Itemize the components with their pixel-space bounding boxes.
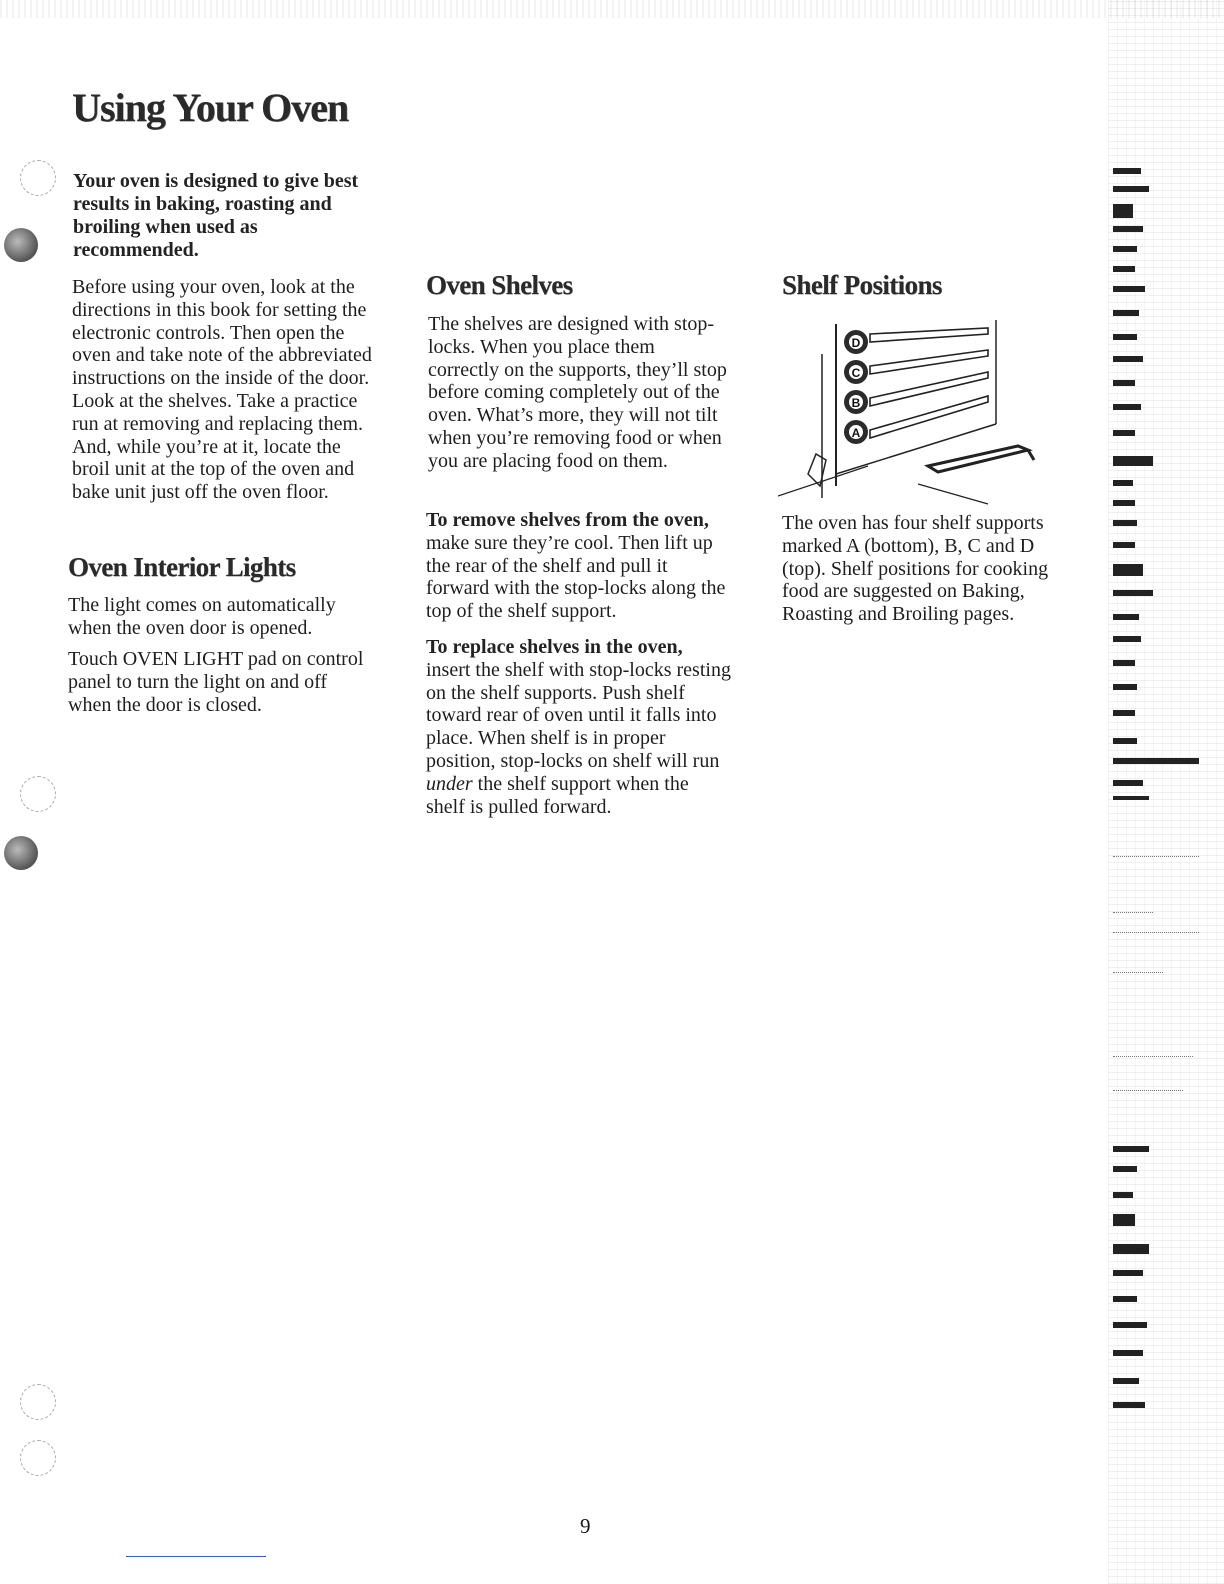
scan-mark xyxy=(1113,590,1153,596)
oven-floor-front xyxy=(918,484,988,504)
scan-mark xyxy=(1113,542,1135,548)
scan-mark xyxy=(1113,856,1199,857)
oven-shelves-paragraph: The shelves are designed with stop-locks. When you place them correctly on the supports, they’ll stop before coming completely out of the oven. What’s more, they will not tilt when you’re removing food or when you are placing food on them. xyxy=(428,313,727,472)
scan-mark xyxy=(1113,636,1141,642)
scan-mark xyxy=(1113,758,1199,764)
scan-mark xyxy=(1113,564,1143,576)
scan-mark xyxy=(1113,1296,1137,1302)
scan-mark xyxy=(1113,404,1141,410)
replace-shelves-lead: To replace shelves in the oven, xyxy=(426,636,683,658)
remove-shelves-lead: To remove shelves from the oven, xyxy=(426,509,709,531)
heading-oven-shelves: Oven Shelves xyxy=(426,270,573,300)
shelf-label-b xyxy=(844,390,868,414)
scan-mark xyxy=(1113,334,1137,340)
scan-mark xyxy=(1113,1270,1143,1276)
heading-oven-interior-lights: Oven Interior Lights xyxy=(68,552,296,582)
page-number: 9 xyxy=(580,1514,591,1538)
remove-shelves-paragraph xyxy=(426,509,732,623)
scan-mark xyxy=(1113,796,1149,800)
replace-shelves-text-1: insert the shelf with stop-locks resting on the shelf supports. Push shelf toward rear of oven until it falls into place. When shelf is in proper position, stop-locks on shelf will run xyxy=(426,658,731,772)
scan-artifact-right-edge xyxy=(1108,0,1224,1584)
scan-mark xyxy=(1113,204,1133,218)
scan-mark xyxy=(1113,1214,1135,1226)
scan-mark xyxy=(1113,168,1141,174)
scan-mark xyxy=(1113,430,1135,436)
scan-mark xyxy=(1113,660,1135,666)
replace-shelves-paragraph xyxy=(426,636,732,818)
svg-text:C: C xyxy=(851,366,861,380)
scan-mark xyxy=(1113,1322,1147,1328)
shelf-rail-c xyxy=(870,350,988,374)
scan-mark xyxy=(1113,1146,1149,1152)
shelf-positions-illustration xyxy=(778,314,1048,506)
scan-mark xyxy=(1113,480,1133,486)
scan-mark xyxy=(1113,912,1153,913)
interior-lights-paragraph-1: The light comes on automatically when the oven door is opened. xyxy=(68,594,336,639)
scan-mark xyxy=(1113,1350,1143,1356)
footer-rule xyxy=(126,1556,266,1557)
scan-mark xyxy=(1113,520,1137,526)
scan-mark xyxy=(1113,1090,1183,1091)
punch-hole xyxy=(4,228,38,262)
scan-mark xyxy=(1113,226,1143,232)
scan-mark xyxy=(1113,1192,1133,1198)
scan-mark xyxy=(1113,1402,1145,1408)
shelf-label-c xyxy=(844,360,868,384)
bake-element-terminal xyxy=(1028,450,1034,460)
scan-mark xyxy=(1113,932,1199,933)
scan-mark xyxy=(1113,1244,1149,1254)
scan-mark xyxy=(1113,1166,1137,1172)
scan-mark xyxy=(1113,1378,1139,1384)
svg-text:D: D xyxy=(851,336,861,350)
scan-mark xyxy=(1113,246,1137,252)
bake-element xyxy=(928,446,1028,472)
replace-shelves-text-2: the shelf support when the shelf is pulled forward. xyxy=(426,772,689,818)
remove-shelves-text: make sure they’re cool. Then lift up the rear of the shelf and pull it forward with the stop-locks along the top of the shelf support. xyxy=(426,531,726,623)
punch-hole xyxy=(4,836,38,870)
scan-mark xyxy=(1113,1056,1193,1057)
scan-mark xyxy=(1113,738,1137,744)
page-title: Using Your Oven xyxy=(72,85,349,130)
scan-mark xyxy=(1113,356,1143,362)
punch-hole-ghost xyxy=(20,1384,56,1420)
shelf-label-a xyxy=(844,420,868,444)
scan-mark xyxy=(1113,500,1135,506)
scan-mark xyxy=(1113,614,1139,620)
scan-mark xyxy=(1113,380,1135,386)
scan-mark xyxy=(1113,780,1143,786)
intro-text: Your oven is designed to give best results in baking, roasting and broiling when used as recommended. xyxy=(73,170,359,261)
punch-hole-ghost xyxy=(20,776,56,812)
svg-text:B: B xyxy=(851,396,861,410)
scan-mark xyxy=(1113,710,1135,716)
shelf-rail-d xyxy=(870,328,988,342)
heading-shelf-positions: Shelf Positions xyxy=(782,270,942,300)
scan-mark xyxy=(1113,456,1153,466)
scan-mark xyxy=(1113,972,1163,973)
before-using-paragraph: Before using your oven, look at the directions in this book for setting the electronic controls. Then open the oven and take note of the abbreviated instructions on the inside of the door. Look at the shelves. Take a practice run at removing and replacing them. And, while you’re at it, locate the broil unit at the top of the oven and bake unit just off the oven floor. xyxy=(72,276,372,504)
scan-mark xyxy=(1113,310,1139,316)
scan-mark xyxy=(1113,186,1149,192)
shelf-positions-caption: The oven has four shelf supports marked A (bottom), B, C and D (top). Shelf positions for cooking food are suggested on Baking, Roasting and Broiling pages. xyxy=(782,512,1049,626)
scan-mark xyxy=(1113,266,1135,272)
scan-mark xyxy=(1113,286,1145,292)
scan-mark xyxy=(1113,684,1137,690)
punch-hole-ghost xyxy=(20,1440,56,1476)
replace-shelves-emphasis: under xyxy=(426,772,473,795)
shelf-label-d xyxy=(844,330,868,354)
svg-text:A: A xyxy=(851,426,861,440)
interior-lights-paragraph-2: Touch OVEN LIGHT pad on control panel to turn the light on and off when the door is closed. xyxy=(68,648,364,716)
scan-artifact-top xyxy=(0,0,1224,18)
punch-hole-ghost xyxy=(20,160,56,196)
